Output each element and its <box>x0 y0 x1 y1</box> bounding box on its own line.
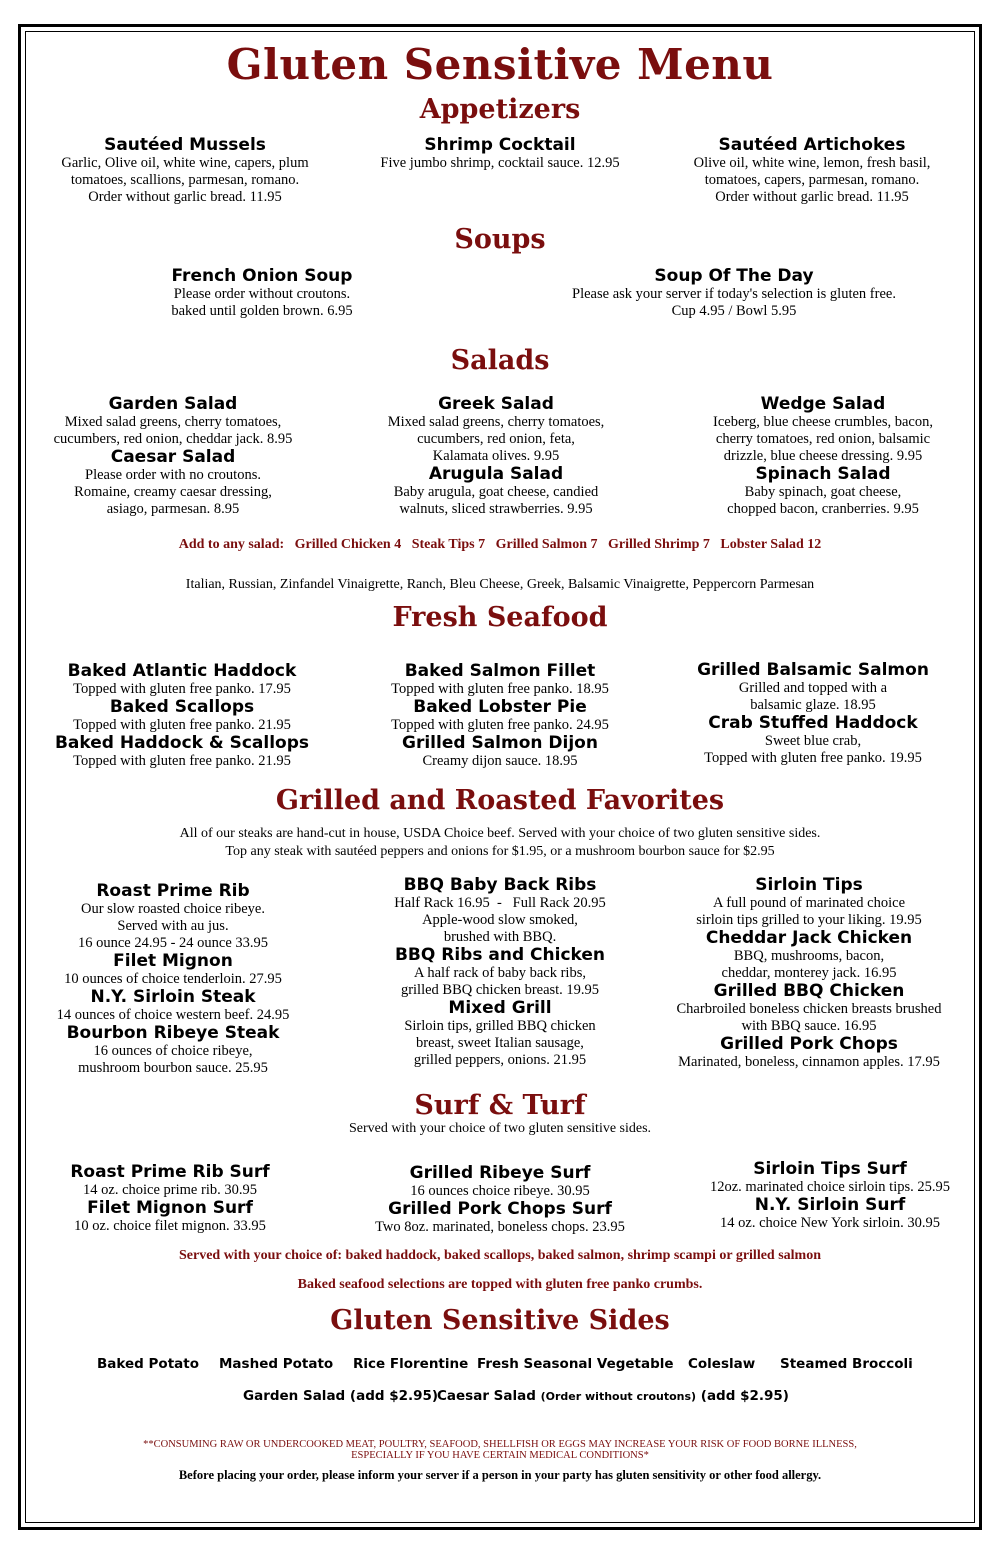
item-desc: grilled BBQ chicken breast. 19.95 <box>400 982 600 998</box>
item-name: Mixed Grill <box>448 998 552 1018</box>
item-desc: cucumbers, red onion, cheddar jack. 8.95 <box>53 431 293 447</box>
item-desc: cheddar, monterey jack. 16.95 <box>721 965 897 981</box>
item-name: Caesar Salad <box>110 447 236 467</box>
item-name: BBQ Baby Back Ribs <box>403 875 597 895</box>
side-item: Steamed Broccoli <box>780 1356 913 1372</box>
item-desc: Topped with gluten free panko. 19.95 <box>704 750 922 766</box>
section-sides: Gluten Sensitive Sides <box>330 1305 670 1336</box>
item-name: Sautéed Mussels <box>104 135 266 155</box>
item-name: Grilled BBQ Chicken <box>713 981 905 1001</box>
side-item: Coleslaw <box>688 1356 756 1372</box>
item-desc: Mixed salad greens, cherry tomatoes, <box>387 414 605 430</box>
salad-add-on: Add to any salad: Grilled Chicken 4 Steak Tips 7 Grilled Salmon 7 Grilled Shrimp 7 Lobster Salad 12 <box>178 537 822 552</box>
item-desc: 14 ounces of choice western beef. 24.95 <box>56 1007 290 1023</box>
item-desc: Garlic, Olive oil, white wine, capers, plum <box>61 155 309 171</box>
menu-item <box>340 1164 660 1236</box>
item-name: Sautéed Artichokes <box>718 135 906 155</box>
side-item: Baked Potato <box>97 1356 199 1372</box>
menu-item <box>345 662 655 770</box>
item-desc: Baby arugula, goat cheese, candied <box>393 484 599 500</box>
item-desc: Topped with gluten free panko. 24.95 <box>391 717 609 733</box>
item-name: French Onion Soup <box>171 266 353 286</box>
menu-title: Gluten Sensitive Menu <box>226 40 774 89</box>
item-name: Filet Mignon <box>113 951 233 971</box>
side-item <box>437 1388 789 1404</box>
item-desc: BBQ, mushrooms, bacon, <box>733 948 885 964</box>
menu-item <box>660 661 966 767</box>
item-desc: brushed with BBQ. <box>443 929 557 945</box>
item-name: N.Y. Sirloin Steak <box>90 987 256 1007</box>
item-name: Cheddar Jack Chicken <box>705 928 913 948</box>
menu-item <box>340 136 660 172</box>
side-item: Fresh Seasonal Vegetable <box>477 1356 674 1372</box>
item-name: Baked Haddock & Scallops <box>54 733 310 753</box>
item-desc: Topped with gluten free panko. 18.95 <box>391 681 609 697</box>
item-name: Arugula Salad <box>428 464 564 484</box>
item-desc: asiago, parmesan. 8.95 <box>106 501 240 517</box>
item-desc: Sirloin tips, grilled BBQ chicken <box>404 1018 596 1034</box>
item-name: Garden Salad <box>108 394 238 414</box>
item-desc: 12oz. marinated choice sirloin tips. 25.95 <box>709 1179 950 1195</box>
item-desc: Grilled and topped with a <box>738 680 888 696</box>
item-desc: 14 oz. choice prime rib. 30.95 <box>83 1182 257 1198</box>
section-grilled-favorites: Grilled and Roasted Favorites <box>275 785 725 816</box>
menu-item <box>672 395 974 518</box>
item-desc: Served with au jus. <box>117 918 229 934</box>
item-name: Roast Prime Rib Surf <box>70 1162 270 1182</box>
menu-item <box>652 136 972 206</box>
section-appetizers: Appetizers <box>419 94 581 125</box>
item-desc: cucumbers, red onion, feta, <box>417 431 575 447</box>
item-desc: drizzle, blue cheese dressing. 9.95 <box>723 448 923 464</box>
item-name: Greek Salad <box>438 394 554 414</box>
item-name: Sirloin Tips Surf <box>753 1159 907 1179</box>
item-desc: Topped with gluten free panko. 21.95 <box>73 717 291 733</box>
menu-item <box>345 876 655 1069</box>
item-desc: sirloin tips grilled to your liking. 19.95 <box>696 912 922 928</box>
panko-note: Baked seafood selections are topped with gluten free panko crumbs. <box>297 1277 703 1292</box>
section-salads: Salads <box>450 345 550 376</box>
item-name: Bourbon Ribeye Steak <box>66 1023 280 1043</box>
menu-item <box>640 876 978 1071</box>
item-desc: Please order with no croutons. <box>85 467 261 483</box>
item-desc: Sweet blue crab, <box>764 733 862 749</box>
item-desc: Half Rack 16.95 - Full Rack 20.95 <box>394 895 606 911</box>
item-desc: A half rack of baby back ribs, <box>414 965 586 981</box>
item-desc: Charbroiled boneless chicken breasts brushed <box>676 1001 942 1017</box>
item-desc: Baby spinach, goat cheese, <box>744 484 902 500</box>
section-soups: Soups <box>454 224 546 255</box>
item-desc: Olive oil, white wine, lemon, fresh basil, <box>693 155 931 171</box>
item-desc: 10 oz. choice filet mignon. 33.95 <box>74 1218 266 1234</box>
item-desc: 16 ounces choice ribeye. 30.95 <box>410 1183 590 1199</box>
allergy-note: Before placing your order, please inform your server if a person in your party has gluten sensitivity or other food allergy. <box>178 1468 822 1482</box>
item-desc: Order without garlic bread. 11.95 <box>715 189 909 205</box>
item-desc: Marinated, boneless, cinnamon apples. 17.95 <box>678 1054 940 1070</box>
item-desc: grilled peppers, onions. 21.95 <box>413 1052 587 1068</box>
health-warning: ESPECIALLY IF YOU HAVE CERTAIN MEDICAL CONDITIONS* <box>351 1450 649 1461</box>
item-name: Baked Lobster Pie <box>413 697 587 717</box>
item-name: BBQ Ribs and Chicken <box>394 945 606 965</box>
item-name: Soup Of The Day <box>654 266 814 286</box>
item-desc: A full pound of marinated choice <box>712 895 906 911</box>
menu-item <box>100 267 424 320</box>
item-desc: Topped with gluten free panko. 17.95 <box>73 681 291 697</box>
item-name: Shrimp Cocktail <box>424 135 576 155</box>
item-desc: chopped bacon, cranberries. 9.95 <box>727 501 919 517</box>
dressing-list: Italian, Russian, Zinfandel Vinaigrette, Ranch, Bleu Cheese, Greek, Balsamic Vinaigrette, Peppercorn Parmesan <box>185 577 815 592</box>
item-desc: baked until golden brown. 6.95 <box>171 303 353 319</box>
item-desc: tomatoes, scallions, parmesan, romano. <box>70 172 300 188</box>
item-name: Grilled Balsamic Salmon <box>697 660 929 680</box>
item-desc: with BBQ sauce. 16.95 <box>741 1018 877 1034</box>
item-name: Grilled Pork Chops Surf <box>388 1199 612 1219</box>
item-name: Baked Atlantic Haddock <box>67 661 297 681</box>
item-desc: Apple-wood slow smoked, <box>422 912 578 928</box>
side-item: Rice Florentine <box>353 1356 469 1372</box>
menu-item <box>25 395 321 518</box>
item-name: Wedge Salad <box>760 394 886 414</box>
side-item-note: (Order without croutons) <box>540 1390 697 1403</box>
item-desc: Please ask your server if today's selection is gluten free. <box>572 286 896 302</box>
item-name: Sirloin Tips <box>755 875 863 895</box>
item-name: Baked Salmon Fillet <box>404 661 596 681</box>
section-fresh-seafood: Fresh Seafood <box>392 602 608 633</box>
item-name: Filet Mignon Surf <box>87 1198 253 1218</box>
item-desc: Mixed salad greens, cherry tomatoes, <box>64 414 282 430</box>
item-name: Baked Scallops <box>109 697 255 717</box>
item-desc: tomatoes, capers, parmesan, romano. <box>704 172 920 188</box>
menu-item <box>345 395 647 518</box>
item-desc: 14 oz. choice New York sirloin. 30.95 <box>720 1215 940 1231</box>
menu-item <box>25 662 339 770</box>
section-surf-turf: Surf & Turf <box>414 1090 586 1121</box>
item-name: Spinach Salad <box>755 464 891 484</box>
item-desc: Cup 4.95 / Bowl 5.95 <box>671 303 797 319</box>
item-desc: Our slow roasted choice ribeye. <box>80 901 265 917</box>
item-desc: walnuts, sliced strawberries. 9.95 <box>399 501 593 517</box>
item-name: Grilled Ribeye Surf <box>409 1163 591 1183</box>
item-desc: Iceberg, blue cheese crumbles, bacon, <box>713 414 933 430</box>
side-item: Mashed Potato <box>219 1356 334 1372</box>
menu-item <box>25 136 345 206</box>
item-desc: balsamic glaze. 18.95 <box>750 697 876 713</box>
grilled-intro: Top any steak with sautéed peppers and onions for $1.95, or a mushroom bourbon sauce for $2.95 <box>225 844 775 859</box>
item-name: Crab Stuffed Haddock <box>708 713 918 733</box>
item-desc: 16 ounce 24.95 - 24 ounce 33.95 <box>77 935 269 951</box>
item-desc: Romaine, creamy caesar dressing, <box>74 484 272 500</box>
side-item: Garden Salad (add $2.95) <box>243 1388 439 1404</box>
item-desc: Topped with gluten free panko. 21.95 <box>73 753 291 769</box>
item-desc: cherry tomatoes, red onion, balsamic <box>715 431 931 447</box>
item-desc: Creamy dijon sauce. 18.95 <box>422 753 578 769</box>
item-name: Grilled Salmon Dijon <box>402 733 598 753</box>
item-desc: mushroom bourbon sauce. 25.95 <box>78 1060 268 1076</box>
side-item-price: (add $2.95) <box>700 1388 789 1404</box>
item-name: Grilled Pork Chops <box>720 1034 898 1054</box>
item-name: N.Y. Sirloin Surf <box>754 1195 906 1215</box>
item-desc: 10 ounces of choice tenderloin. 27.95 <box>64 971 282 987</box>
item-desc: breast, sweet Italian sausage, <box>416 1035 584 1051</box>
grilled-intro: All of our steaks are hand-cut in house, USDA Choice beef. Served with your choice of two gluten sensitive sides. <box>179 826 821 841</box>
menu-item <box>534 267 934 320</box>
health-warning: **CONSUMING RAW OR UNDERCOOKED MEAT, POULTRY, SEAFOOD, SHELLFISH OR EGGS MAY INCREASE YOUR RISK OF FOOD BORNE ILLNESS, <box>143 1439 857 1450</box>
item-desc: Order without garlic bread. 11.95 <box>88 189 282 205</box>
item-desc: Five jumbo shrimp, cocktail sauce. 12.95 <box>380 155 620 171</box>
surf-choice-note: Served with your choice of: baked haddock, baked scallops, baked salmon, shrimp scampi or grilled salmon <box>178 1248 821 1263</box>
item-desc: Please order without croutons. <box>173 286 351 302</box>
item-desc: 16 ounces of choice ribeye, <box>93 1043 253 1059</box>
menu-item <box>25 882 321 1077</box>
surf-intro: Served with your choice of two gluten sensitive sides. <box>348 1121 652 1136</box>
menu-item <box>680 1160 980 1232</box>
item-name: Roast Prime Rib <box>96 881 250 901</box>
side-item-label: Caesar Salad <box>437 1388 536 1404</box>
item-desc: Kalamata olives. 9.95 <box>432 448 560 464</box>
menu-item <box>25 1163 315 1235</box>
item-desc: Two 8oz. marinated, boneless chops. 23.95 <box>375 1219 625 1235</box>
